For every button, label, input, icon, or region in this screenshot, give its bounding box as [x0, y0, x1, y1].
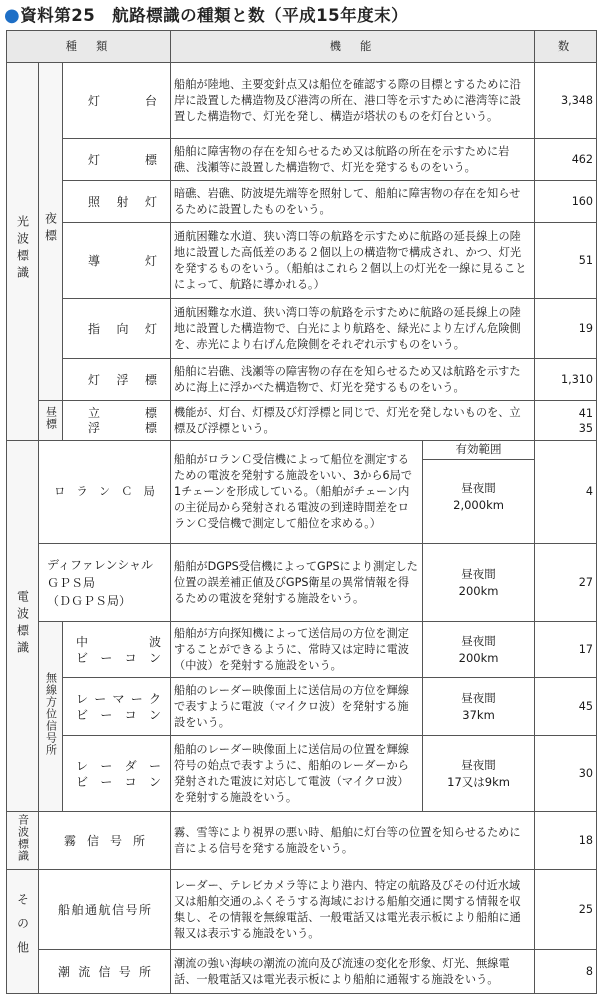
count-leading-light: 51 — [535, 223, 597, 299]
type-char: 信 — [112, 902, 125, 917]
type-char: 所 — [139, 964, 152, 979]
range-loran-2: 2,000km — [453, 498, 504, 512]
type-char: 灯 — [145, 253, 158, 268]
count-day-marks-2: 35 — [578, 421, 594, 435]
count-lighthouse: 3,348 — [535, 63, 597, 139]
type-char: 向 — [116, 321, 129, 336]
title-text: 資料第25 航路標識の種類と数（平成15年度末） — [20, 6, 409, 25]
group-light — [7, 63, 39, 441]
group-other-label: その他 — [15, 893, 30, 965]
type-directional-light — [63, 299, 171, 359]
type-char: ー — [130, 691, 143, 706]
range-dgps — [423, 544, 535, 622]
range-loran — [423, 441, 535, 544]
type-day-marks — [63, 401, 171, 441]
type-char: 灯 — [88, 152, 101, 167]
type-char: 標 — [145, 372, 158, 387]
desc-leading-light: 通航困難な水道、狭い湾口等の航路を示すために航路の延長線上の陸地に設置した高低差のある２個以上の構造物で構成され、かつ、灯光を発するものをいう。（船舶はこれら２個以上の灯光を一線に見ることによって、航路に導かれる。） — [171, 223, 535, 299]
group-radio-label: 電波標識 — [15, 589, 30, 658]
type-light-beacon — [63, 139, 171, 181]
desc-lighthouse: 船舶が陸地、主要変針点又は船位を確認する際の目標とするために沿岸に設置した構造物及び港湾の所在、港口等を示すために港湾等に設置した構造物で、灯光を発し、構造が塔状のものを灯台という。 — [171, 63, 535, 139]
type-char: 浮 — [88, 420, 101, 435]
count-day-marks-1: 41 — [578, 406, 594, 420]
range-racon-1: 昼夜間 — [461, 757, 496, 772]
table-row — [7, 812, 597, 870]
desc-traffic-signal: レーダー、テレビカメラ等により港内、特定の航路及びその付近水域又は船舶交通のふくそうする海域における船舶交通に関する情報を収集し、その情報を無線電話、一般電話又は電光表示板により船舶に通報又は表示する施設をいう。 — [171, 870, 535, 950]
type-char: ン — [148, 650, 161, 665]
table-row — [7, 299, 597, 359]
type-char: コ — [124, 650, 137, 665]
desc-dgps: 船舶がDGPS受信機によってGPSにより測定した位置の誤差補正値及びGPS衛星の異常情報を得るための電波を発射する施設をいう。 — [171, 544, 423, 622]
type-char: ン — [148, 707, 161, 722]
type-racon — [63, 736, 171, 812]
count-loran: 4 — [535, 441, 597, 544]
range-racon — [423, 736, 535, 812]
type-char: 信 — [87, 833, 100, 848]
group-day — [39, 401, 63, 441]
desc-tidal-signal: 潮流の強い海峡の潮流の流向及び流速の変化を形象、灯光、無線電話、一般電話又は電光表示板により船舶に通報する施設をいう。 — [171, 950, 535, 994]
type-char: ビ — [76, 650, 89, 665]
table-row — [7, 139, 597, 181]
desc-directional-light: 通航困難な水道、狭い湾口等の航路を示すために航路の延長線上の陸地に設置した構造物で、白光により航路を、緑光により左げん危険側を、赤光により右げん危険側をそれぞれ示すものをいう。 — [171, 299, 535, 359]
type-char: レ — [76, 758, 89, 773]
type-char: ー — [94, 691, 107, 706]
desc-fog-signal: 霧、雪等により視界の悪い時、船舶に灯台等の位置を知らせるために音による信号を発する施設をいう。 — [171, 812, 535, 870]
count-floodlight: 160 — [535, 181, 597, 223]
type-fog-signal — [39, 812, 171, 870]
type-char: コ — [124, 707, 137, 722]
table-row — [7, 544, 597, 622]
range-dgps-2: 200km — [458, 583, 499, 598]
type-char: 射 — [116, 194, 129, 209]
page-title — [4, 2, 408, 26]
count-light-beacon: 462 — [535, 139, 597, 181]
title-bullet-icon: ● — [4, 5, 21, 26]
group-night-label: 夜標 — [43, 212, 58, 246]
type-char: 流 — [78, 964, 91, 979]
type-char: 照 — [88, 194, 101, 209]
type-char: ー — [100, 774, 113, 789]
type-char: ー — [100, 758, 113, 773]
type-traffic-signal — [39, 870, 171, 950]
desc-mf-beacon: 船舶が方向探知機によって送信局の方位を測定することができるように、常時又は定時に電波（中波）を発射する施設をいう。 — [171, 622, 423, 678]
type-char: 通 — [85, 902, 98, 917]
range-mf-1: 昼夜間 — [461, 633, 496, 648]
type-char: 灯 — [145, 321, 158, 336]
count-traffic-signal: 25 — [535, 870, 597, 950]
desc-loran: 船舶がロランＣ受信機によって船位を測定するための電波を発射する施設をいい、3から6局で1チェーンを形成している。（船舶がチェーン内の主従局から発射される電波の到達時間差をロランＣ受信機で測定して船位を求める。） — [171, 441, 423, 544]
group-wireless — [39, 622, 63, 812]
type-char: 号 — [118, 964, 131, 979]
type-char: 灯 — [88, 372, 101, 387]
type-char: レ — [76, 691, 89, 706]
count-tidal-signal: 8 — [535, 950, 597, 994]
nav-aids-table — [6, 30, 597, 994]
group-sound-label: 音波標識 — [16, 814, 30, 862]
type-char: ダ — [124, 758, 137, 773]
range-mf-2: 200km — [458, 650, 499, 665]
group-day-label: 昼標 — [44, 406, 58, 430]
type-char: 信 — [98, 964, 111, 979]
type-char: 台 — [145, 93, 158, 108]
type-ramark — [63, 678, 171, 736]
type-char: 号 — [125, 902, 138, 917]
type-char: コ — [124, 774, 137, 789]
desc-light-beacon: 船舶に障害物の存在を知らせるため又は航路の所在を示すために岩礁、浅瀬等に設置した構造物で、灯光を発するものをいう。 — [171, 139, 535, 181]
table-row — [7, 678, 597, 736]
range-ramark-1: 昼夜間 — [461, 690, 496, 705]
group-night — [39, 63, 63, 401]
desc-light-buoy: 船舶に岩礁、浅瀬等の障害物の存在を知らせるため又は航路を示すために海上に浮かべた構造物で、灯光を発するものをいう。 — [171, 359, 535, 401]
type-dgps-3: （ＤＧＰＳ局） — [47, 593, 132, 608]
type-char: 舶 — [71, 902, 84, 917]
type-char: 標 — [145, 405, 158, 420]
type-char: 浮 — [116, 372, 129, 387]
count-day-marks — [535, 401, 597, 441]
type-char: ビ — [76, 707, 89, 722]
group-other — [7, 870, 39, 994]
count-dgps: 27 — [535, 544, 597, 622]
desc-day-marks: 機能が、灯台、灯標及び灯浮標と同じで、灯光を発しないものを、立標及び浮標という。 — [171, 401, 535, 441]
type-char: 波 — [149, 634, 162, 649]
type-char: 立 — [88, 405, 101, 420]
count-light-buoy: 1,310 — [535, 359, 597, 401]
type-char: ビ — [76, 774, 89, 789]
table-row — [7, 736, 597, 812]
group-wireless-label: 無線方位信号所 — [44, 672, 58, 756]
header-type: 種 類 — [7, 31, 171, 63]
type-char: ー — [148, 758, 161, 773]
range-loran-1: 昼夜間 — [461, 481, 496, 495]
type-dgps-2: ＧＰＳ局 — [47, 575, 96, 590]
type-char: 標 — [145, 152, 158, 167]
type-floodlight — [63, 181, 171, 223]
type-char: 霧 — [64, 833, 77, 848]
type-char: 灯 — [145, 194, 158, 209]
desc-racon: 船舶のレーダー映像面上に送信局の位置を輝線符号の始点で表すように、船舶のレーダーから発射された電波に対応して電波（マイクロ波）を発射する施設をいう。 — [171, 736, 423, 812]
type-dgps-1: ディファレンシャル — [47, 557, 153, 572]
type-char: 所 — [139, 902, 152, 917]
count-racon: 30 — [535, 736, 597, 812]
range-ramark-2: 37km — [462, 707, 495, 722]
desc-floodlight: 暗礁、岩礁、防波堤先端等を照射して、船舶に障害物の存在を知らせるために設置したものをいう。 — [171, 181, 535, 223]
table-row — [7, 441, 597, 544]
group-light-label: 光波標識 — [15, 215, 30, 283]
type-char: 所 — [133, 833, 146, 848]
range-header: 有効範囲 — [423, 441, 534, 460]
type-dgps — [39, 544, 171, 622]
type-char: 航 — [98, 902, 111, 917]
type-char: ク — [149, 691, 162, 706]
group-sound — [7, 812, 39, 870]
type-char: ー — [100, 650, 113, 665]
type-char: 灯 — [88, 93, 101, 108]
type-char: 指 — [88, 321, 101, 336]
table-row — [7, 223, 597, 299]
range-dgps-1: 昼夜間 — [461, 566, 496, 581]
table-row — [7, 359, 597, 401]
header-count: 数 — [535, 31, 597, 63]
count-mf-beacon: 17 — [535, 622, 597, 678]
table-header-row — [7, 31, 597, 63]
type-char: 導 — [88, 253, 101, 268]
range-mf-beacon — [423, 622, 535, 678]
type-char: 船 — [58, 902, 71, 917]
type-char: ン — [148, 774, 161, 789]
type-char: 中 — [76, 634, 89, 649]
table-row — [7, 870, 597, 950]
range-ramark — [423, 678, 535, 736]
type-char: ー — [100, 707, 113, 722]
range-racon-2: 17又は9km — [447, 774, 510, 789]
count-ramark: 45 — [535, 678, 597, 736]
type-char: 号 — [110, 833, 123, 848]
count-fog-signal: 18 — [535, 812, 597, 870]
type-light-buoy — [63, 359, 171, 401]
table-row — [7, 950, 597, 994]
table-row — [7, 181, 597, 223]
table-row — [7, 63, 597, 139]
desc-ramark: 船舶のレーダー映像面上に送信局の方位を輝線で表すように電波（マイクロ波）を発射する施設をいう。 — [171, 678, 423, 736]
type-char: 潮 — [58, 964, 71, 979]
type-tidal-signal — [39, 950, 171, 994]
type-char: 標 — [145, 420, 158, 435]
type-mf-beacon — [63, 622, 171, 678]
type-loran: ロ ラ ン Ｃ 局 — [39, 441, 171, 544]
header-function: 機 能 — [171, 31, 535, 63]
count-directional-light: 19 — [535, 299, 597, 359]
table-row — [7, 401, 597, 441]
table-row — [7, 622, 597, 678]
type-leading-light — [63, 223, 171, 299]
type-char: マ — [112, 691, 125, 706]
type-lighthouse — [63, 63, 171, 139]
group-radio — [7, 441, 39, 812]
